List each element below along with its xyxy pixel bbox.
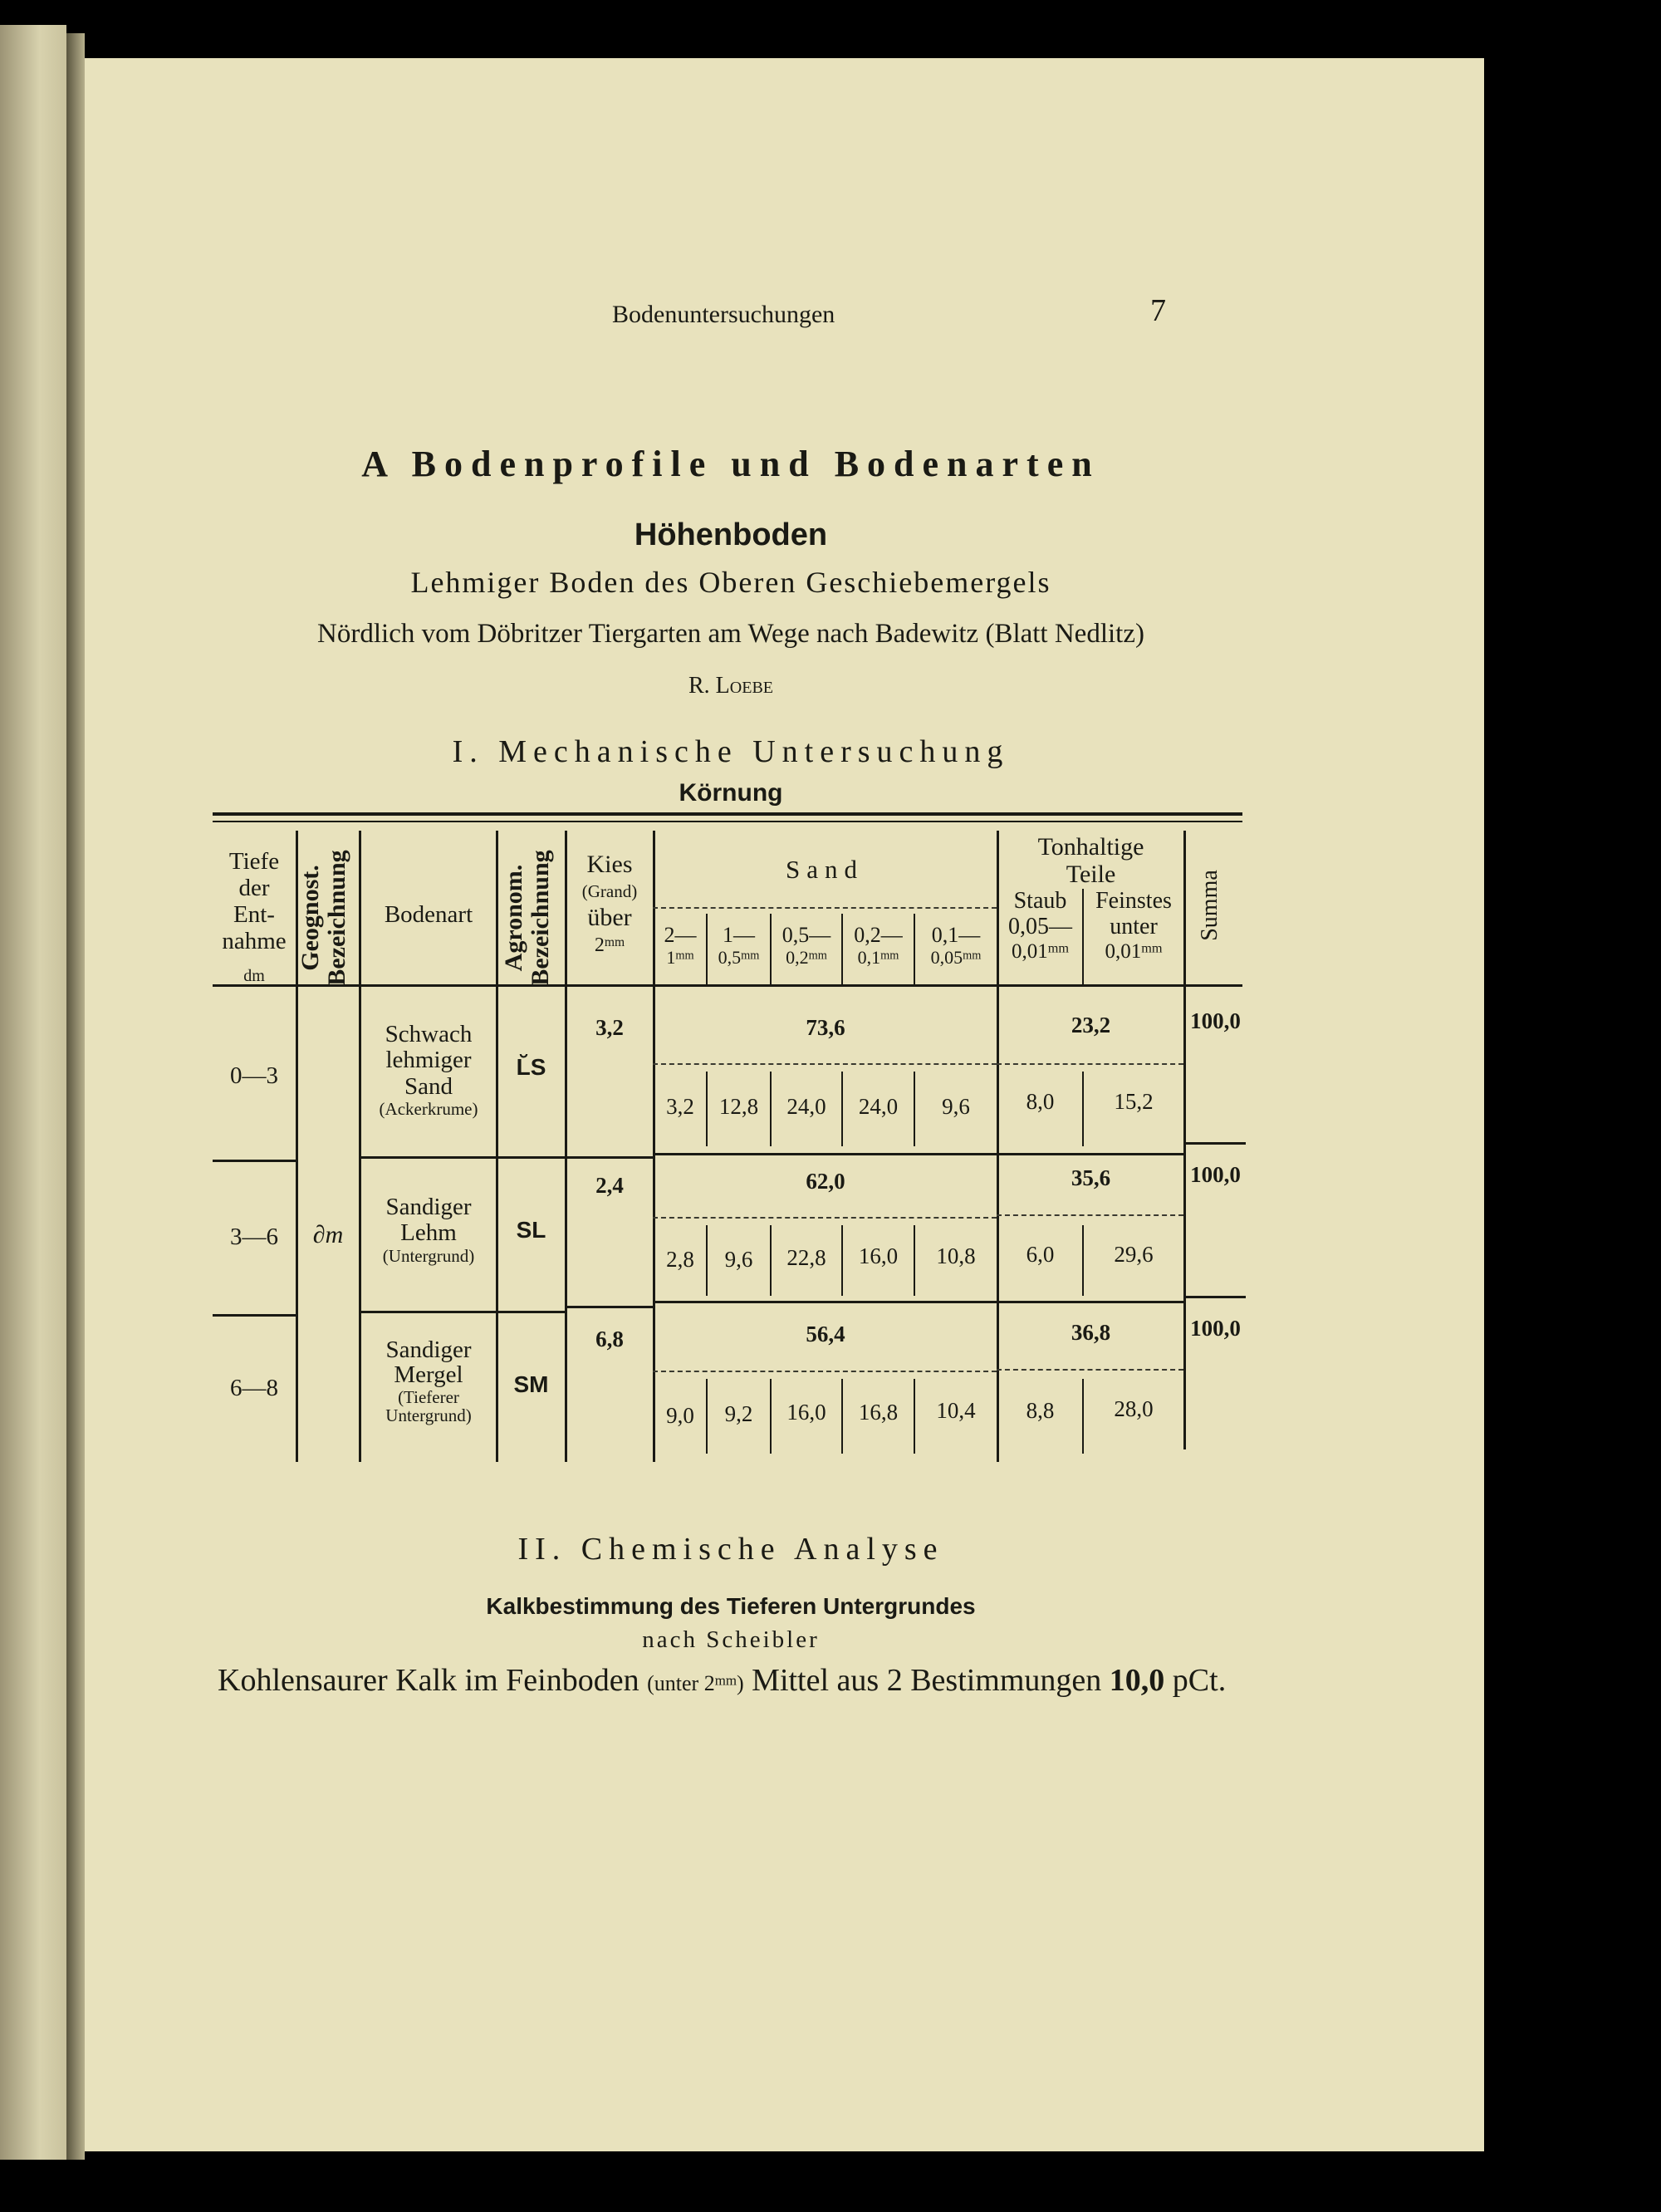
sand-fraction-1: [654, 924, 706, 968]
row2-kies: 2,4: [595, 1173, 624, 1198]
sand-fraction-5-bottom: 0,05: [930, 946, 963, 968]
row2-sand-5: 10,8: [936, 1243, 976, 1268]
book-gutter: [66, 33, 85, 2160]
header-sand: Sand: [786, 855, 864, 884]
header-depth-2: der: [238, 874, 270, 901]
row2-depth: 3—6: [230, 1224, 278, 1250]
row1-sand-5: 9,6: [942, 1094, 970, 1119]
header-tonhaltige-2: Teile: [1066, 861, 1116, 888]
left-page-edge: [0, 25, 66, 2160]
row1-bodenart-4: (Ackerkrume): [379, 1098, 478, 1119]
running-head: Bodenuntersuchungen: [612, 301, 835, 328]
row1-feinstes: 15,2: [1114, 1089, 1154, 1114]
header-agronom-2: Bezeichnung: [526, 850, 554, 986]
row2-sand-4: 16,0: [858, 1243, 899, 1268]
header-feinstes-2: unter: [1110, 913, 1158, 939]
row2-bodenart-3: (Untergrund): [382, 1245, 475, 1266]
header-geognost-1: Geognost.: [296, 865, 324, 971]
header-summa: Summa: [1197, 870, 1222, 941]
header-feinstes: [1084, 889, 1183, 963]
row3-feinstes: 28,0: [1114, 1396, 1154, 1421]
header-staub-1: Staub: [1013, 888, 1067, 914]
row2-agronom: SL: [516, 1217, 546, 1243]
row3-sand-2: 9,2: [724, 1401, 753, 1426]
row3-sand-total: 56,4: [806, 1322, 845, 1346]
row3-agronom: SM: [513, 1371, 549, 1397]
sand-fraction-1-top: 2—: [664, 923, 697, 947]
row2-ton-total: 35,6: [1071, 1165, 1111, 1190]
sand-fraction-3: [772, 924, 841, 968]
row2-sand-3: 22,8: [786, 1245, 826, 1270]
sand-fraction-4: [843, 924, 914, 968]
row1-bodenart: [362, 1022, 495, 1119]
header-geognost-2: Bezeichnung: [322, 850, 350, 986]
row3-bodenart: [362, 1337, 495, 1425]
row3-sand-5: 10,4: [936, 1398, 976, 1423]
mechanical-subheading: Körnung: [679, 779, 783, 807]
header-staub: [998, 889, 1082, 963]
row3-sand-4: 16,8: [858, 1400, 899, 1425]
row1-bodenart-1: Schwach: [385, 1021, 473, 1047]
header-staub-2: 0,05—: [1008, 913, 1072, 939]
header-agronom: [501, 839, 559, 997]
row1-staub: 8,0: [1026, 1089, 1055, 1114]
header-staub-3: 0,01: [1011, 939, 1048, 963]
result-paren-unit: mm: [714, 1672, 737, 1689]
header-feinstes-3: 0,01: [1105, 939, 1142, 963]
result-value: 10,0: [1109, 1663, 1165, 1698]
chemical-heading: II. Chemische Analyse: [517, 1532, 944, 1567]
row3-ton-total: 36,8: [1071, 1320, 1111, 1345]
row2-bodenart-2: Lehm: [400, 1219, 457, 1247]
row3-sand-1: 9,0: [666, 1403, 694, 1428]
row1-agronom: L̆S: [516, 1054, 546, 1080]
header-feinstes-1: Feinstes: [1095, 888, 1172, 914]
header-kies-1: Kies: [586, 851, 633, 878]
sand-fraction-5-unit: mm: [963, 948, 982, 962]
row1-sand-4: 24,0: [858, 1094, 899, 1119]
header-depth-4: nahme: [222, 927, 287, 954]
header-tonhaltige: [998, 833, 1183, 888]
row1-sand-1: 3,2: [666, 1094, 694, 1119]
chemical-result: [218, 1662, 1226, 1699]
sand-fraction-2-top: 1—: [723, 923, 755, 947]
row1-summa: 100,0: [1190, 1008, 1241, 1033]
row3-bodenart-1: Sandiger: [385, 1337, 472, 1363]
row3-kies: 6,8: [595, 1327, 624, 1351]
row3-depth: 6—8: [230, 1375, 278, 1401]
header-agronom-1: Agronom.: [500, 864, 527, 972]
result-unit: pCt.: [1172, 1663, 1227, 1698]
row3-sand-3: 16,0: [786, 1400, 826, 1425]
row1-depth: 0—3: [230, 1062, 278, 1089]
header-depth: [214, 849, 294, 985]
row2-bodenart: [362, 1194, 495, 1265]
row1-ton-total: 23,2: [1071, 1013, 1111, 1037]
mechanical-heading: I. Mechanische Untersuchung: [452, 734, 1010, 769]
sand-fraction-3-unit: mm: [808, 948, 827, 962]
row3-bodenart-4: Untergrund): [385, 1405, 472, 1425]
row1-sand-2: 12,8: [718, 1094, 759, 1119]
row2-sand-1: 2,8: [666, 1247, 694, 1272]
row1-kies: 3,2: [595, 1015, 624, 1040]
row3-bodenart-2: Mergel: [394, 1361, 463, 1389]
sand-fraction-2: [708, 924, 770, 968]
chemical-subheading: Kalkbestimmung des Tieferen Untergrundes: [486, 1593, 976, 1619]
result-prefix: Kohlensaurer Kalk im Feinboden: [218, 1663, 639, 1698]
section-title: Höhenboden: [634, 517, 828, 552]
header-tonhaltige-1: Tonhaltige: [1037, 833, 1144, 861]
row2-bodenart-1: Sandiger: [385, 1194, 472, 1220]
header-feinstes-unit: mm: [1141, 940, 1163, 956]
page-number: 7: [1150, 293, 1166, 328]
sand-fraction-3-top: 0,5—: [782, 923, 831, 947]
result-paren: (unter 2: [647, 1671, 715, 1695]
sand-fraction-5: [915, 924, 997, 968]
header-depth-unit: dm: [243, 966, 265, 985]
author: R. Loebe: [688, 673, 773, 699]
sand-fraction-1-unit: mm: [675, 948, 694, 962]
location-line: Nördlich vom Döbritzer Tiergarten am Wege nach Badewitz (Blatt Nedlitz): [317, 619, 1144, 649]
header-kies-4: 2: [594, 934, 605, 957]
header-kies: [566, 849, 653, 958]
row1-sand-3: 24,0: [786, 1094, 826, 1119]
main-title: A Bodenprofile und Bodenarten: [361, 444, 1100, 484]
row2-summa: 100,0: [1190, 1162, 1241, 1187]
sand-fraction-3-bottom: 0,2: [786, 946, 809, 968]
subtitle: Lehmiger Boden des Oberen Geschiebemergels: [410, 566, 1051, 599]
row3-staub: 8,8: [1026, 1398, 1055, 1423]
header-bodenart: Bodenart: [384, 901, 473, 928]
row1-bodenart-3: Sand: [404, 1072, 453, 1100]
chemical-method: nach Scheibler: [642, 1626, 820, 1653]
header-depth-3: Ent-: [233, 900, 275, 928]
geognost-value: ∂m: [312, 1221, 344, 1248]
row1-bodenart-2: lehmiger: [385, 1047, 472, 1074]
row3-bodenart-3: (Tieferer: [398, 1386, 459, 1407]
row3-summa: 100,0: [1190, 1316, 1241, 1341]
row2-staub: 6,0: [1026, 1242, 1055, 1267]
row2-feinstes: 29,6: [1114, 1242, 1154, 1267]
header-kies-unit: mm: [604, 935, 625, 950]
header-staub-unit: mm: [1047, 940, 1070, 956]
header-kies-3: über: [587, 903, 632, 931]
row2-sand-total: 62,0: [806, 1169, 845, 1194]
sand-fraction-2-bottom: 0,5: [718, 946, 742, 968]
sand-fraction-5-top: 0,1—: [931, 923, 981, 947]
sand-fraction-1-bottom: 1: [666, 946, 676, 968]
result-mid: Mittel aus 2 Bestimmungen: [752, 1663, 1102, 1698]
header-depth-1: Tiefe: [228, 848, 280, 875]
sand-fraction-4-unit: mm: [880, 948, 899, 962]
row2-sand-2: 9,6: [724, 1247, 753, 1272]
sand-fraction-4-top: 0,2—: [854, 923, 903, 947]
row1-sand-total: 73,6: [806, 1015, 845, 1040]
sand-fraction-4-bottom: 0,1: [857, 946, 881, 968]
sand-fraction-2-unit: mm: [741, 948, 760, 962]
result-paren-close: ): [736, 1671, 744, 1695]
header-geognost: [297, 839, 355, 997]
header-kies-2: (Grand): [581, 880, 638, 901]
